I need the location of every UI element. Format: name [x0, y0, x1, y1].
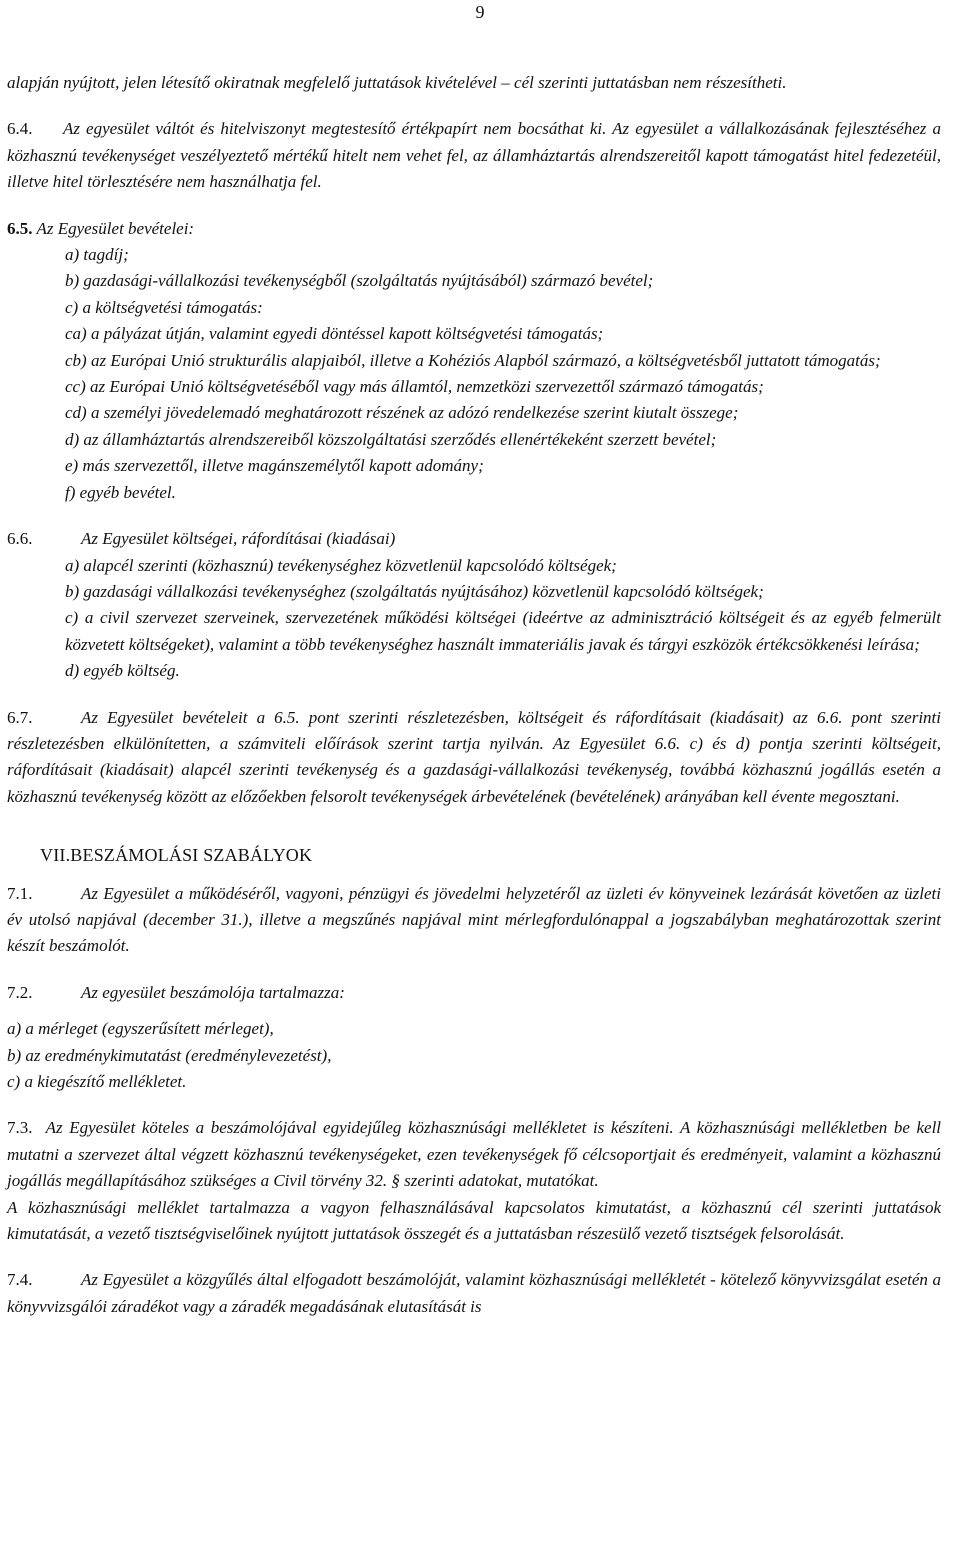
- section-number: 6.4.: [7, 119, 33, 139]
- list-item: f) egyéb bevétel.: [65, 482, 176, 502]
- section-title: Az Egyesület költségei, ráfordításai (kiadásai): [81, 529, 396, 549]
- list-item: c) a költségvetési támogatás:: [65, 297, 263, 317]
- report-contents-list: [7, 1016, 941, 1095]
- section-7-3: [7, 1115, 941, 1247]
- list-item: a) tagdíj;: [65, 245, 129, 265]
- section-text: A közhasznúsági melléklet tartalmazza a vagyon felhasználásával kapcsolatos kimutatást, a közhasznú cél szerinti juttatások kimutatását, a vezető tisztségviselőinek nyújtott juttatások összegét és a juttatásban részesülő vezető tisztségek felsorolását.: [7, 1197, 941, 1244]
- cost-list: [7, 553, 941, 685]
- list-item: e) más szervezettől, illetve magánszemélytől kapott adomány;: [65, 456, 484, 476]
- list-item: b) az eredménykimutatást (eredménylevezetést),: [7, 1045, 332, 1065]
- section-text: Az egyesület váltót és hitelviszonyt megtestesítő értékpapírt nem bocsáthat ki. Az egyesület a vállalkozásának fejlesztéséhez a közhasznú tevékenységet veszélyeztető mértékű hitelt nem vehet fel, az államháztartás alrendszereitől kapott támogatást hitel fedezetéül, illetve hitel törlesztésére nem használhatja fel.: [7, 119, 941, 192]
- list-item: b) gazdasági vállalkozási tevékenységhez (szolgáltatás nyújtásához) közvetlenül kapcsolódó költségek;: [65, 581, 764, 601]
- section-text: Az Egyesület bevételeit a 6.5. pont szerinti részletezésben, költségeit és ráfordításait (kiadásait) az 6.6. pont szerinti részletezésben elkülönítetten, a számviteli előírások szerint tartja nyilván. Az Egyesület 6.6. c) és d) pontja szerinti költségeit, ráfordításait (kiadásait) alapcél szerinti tevékenység és a gazdasági-vállalkozási tevékenység, továbbá közhasznú jogállás esetén a közhasznú tevékenység között az előzőekben felsorolt tevékenységek árbevételének (bevételének) arányában kell évente megosztani.: [7, 707, 941, 806]
- section-7-2: [7, 980, 941, 1096]
- chapter-heading: [40, 842, 941, 868]
- section-text: Az Egyesület a közgyűlés által elfogadott beszámolóját, valamint közhasznúsági mellékletét - kötelező könyvvizsgálat esetén a könyvvizsgálói záradékot vagy a záradék megadásának elutasítását is: [7, 1270, 941, 1316]
- list-item: b) gazdasági-vállalkozási tevékenységből (szolgáltatás nyújtásából) származó bevétel;: [65, 271, 654, 291]
- section-6-6: [7, 526, 941, 684]
- section-7-4: [7, 1267, 941, 1320]
- section-number: 7.4.: [7, 1270, 33, 1290]
- list-item: a) alapcél szerinti (közhasznú) tevékenységhez közvetlenül kapcsolódó költségek;: [65, 555, 617, 575]
- section-6-7: [7, 705, 941, 811]
- section-6-5: [7, 216, 941, 506]
- list-item: cd) a személyi jövedelemadó meghatározott részének az adózó rendelkezése szerint kiutalt összege;: [65, 403, 739, 423]
- section-title: Az egyesület beszámolója tartalmazza:: [81, 982, 345, 1002]
- section-number: 6.5.: [7, 218, 33, 238]
- section-number: 7.1.: [7, 883, 33, 903]
- section-number: 6.7.: [7, 707, 33, 727]
- section-number: 7.3.: [7, 1118, 33, 1138]
- section-number: 7.2.: [7, 982, 33, 1002]
- list-item: c) a civil szervezet szerveinek, szervezetének működési költségei (ideértve az adminisztráció költségeit és az egyéb felmerült közvetett költségeket), valamint a több tevékenységhez használt immateriális javak és tárgyi eszközök értékcsökkenési leírása;: [65, 608, 941, 654]
- document-body: [7, 70, 941, 1320]
- section-text: Az Egyesület köteles a beszámolójával egyidejűleg közhasznúsági mellékletet is készíteni. A közhasznúsági mellékletben be kell mutatni a szervezet által végzett közhasznú tevékenységeket, ezen tevékenységek fő célcsoportjait és eredményeit, valamint a közhasznú jogállás megállapításához szükséges a Civil törvény 32. § szerinti adatokat, mutatókat.: [7, 1118, 942, 1191]
- list-item: d) egyéb költség.: [65, 661, 180, 681]
- section-7-1: [7, 881, 941, 960]
- list-item: d) az államháztartás alrendszereiből közszolgáltatási szerződés ellenértékeként szerzett bevétel;: [65, 429, 717, 449]
- revenue-list: [7, 242, 941, 506]
- list-item: cc) az Európai Unió költségvetéséből vagy más államtól, nemzetközi szervezettől származó támogatás;: [65, 377, 764, 397]
- page-number: 9: [475, 2, 485, 22]
- section-6-4: [7, 116, 941, 195]
- section-number: 6.6.: [7, 529, 33, 549]
- list-item: ca) a pályázat útján, valamint egyedi döntéssel kapott költségvetési támogatás;: [65, 324, 604, 344]
- list-item: cb) az Európai Unió strukturális alapjaiból, illetve a Kohéziós Alapból származó, a költségvetésből juttatott támogatás;: [65, 350, 881, 370]
- chapter-title: BESZÁMOLÁSI SZABÁLYOK: [70, 845, 313, 866]
- chapter-number: VII.: [40, 845, 71, 866]
- section-text: Az Egyesület a működéséről, vagyoni, pénzügyi és jövedelmi helyzetéről az üzleti év könyveinek lezárását követően az üzleti év utolsó napjával (december 31.), illetve a megszűnés napjával mint mérlegfordulónappal a jogszabályban meghatározottak szerint készít beszámolót.: [7, 883, 941, 956]
- paragraph-continuation: alapján nyújtott, jelen létesítő okiratnak megfelelő juttatások kivételével – cél szerinti juttatásban nem részesítheti.: [7, 73, 787, 92]
- section-title: Az Egyesület bevételei:: [36, 218, 195, 238]
- list-item: a) a mérleget (egyszerűsített mérleget),: [7, 1019, 274, 1039]
- list-item: c) a kiegészítő mellékletet.: [7, 1072, 187, 1091]
